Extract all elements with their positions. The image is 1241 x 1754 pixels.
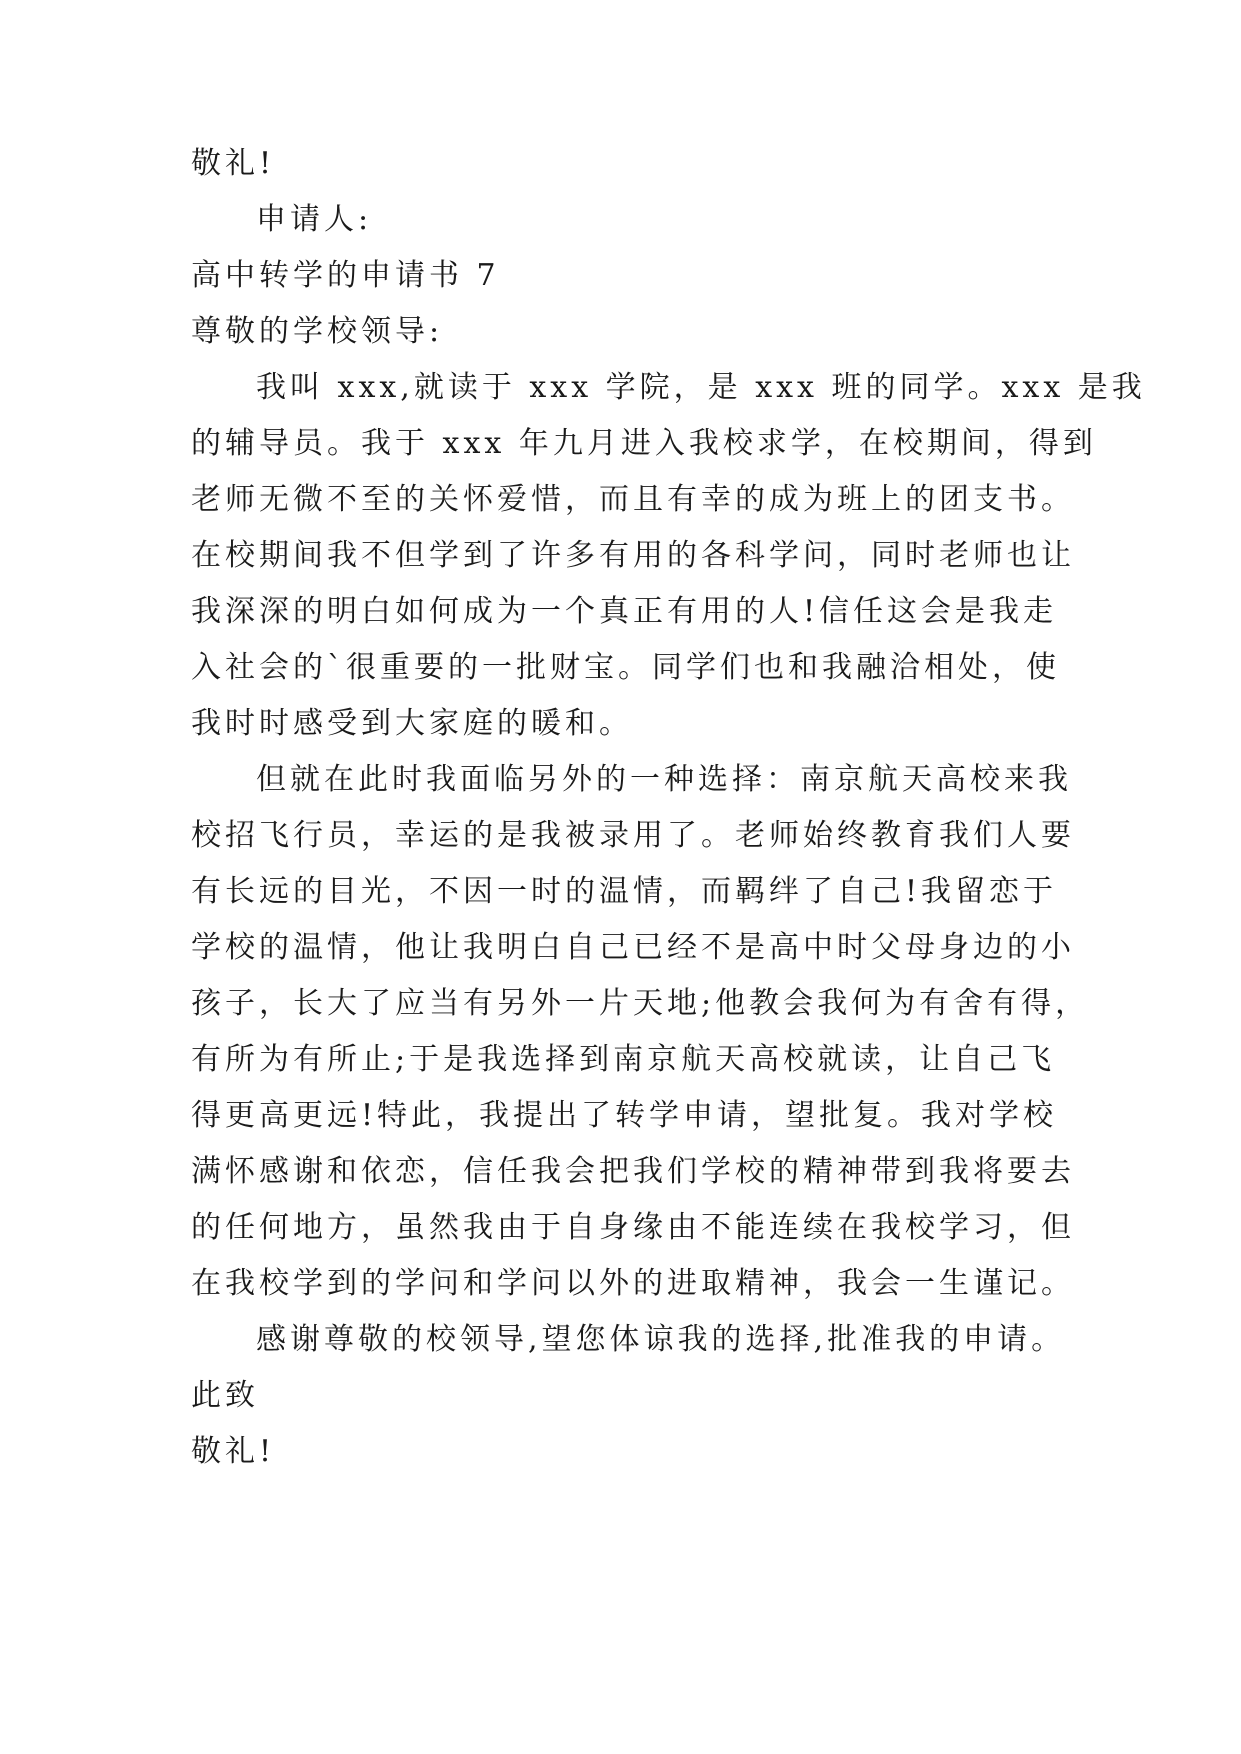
para2-line: 学校的温情，他让我明白自己已经不是高中时父母身边的小 (191, 930, 1075, 965)
salutation: 尊敬的学校领导: (191, 314, 444, 349)
para2-line: 有长远的目光，不因一时的温情，而羁绊了自己!我留恋于 (191, 874, 1058, 909)
prev-closing: 敬礼! (191, 146, 276, 181)
para2-line: 的任何地方，虽然我由于自身缘由不能连续在我校学习，但 (191, 1210, 1075, 1245)
para1-line: 我深深的明白如何成为一个真正有用的人!信任这会是我走 (191, 594, 1058, 629)
para1-line: 老师无微不至的关怀爱惜，而且有幸的成为班上的团支书。 (191, 482, 1075, 517)
para1-line: 我叫 xxx,就读于 xxx 学院，是 xxx 班的同学。xxx 是我 (256, 370, 1146, 405)
para2-line: 得更高更远!特此，我提出了转学申请，望批复。我对学校 (191, 1098, 1058, 1133)
para2-line: 在我校学到的学问和学问以外的进取精神，我会一生谨记。 (191, 1266, 1075, 1301)
para1-line: 在校期间我不但学到了许多有用的各科学问，同时老师也让 (191, 538, 1075, 573)
para2-line: 校招飞行员，幸运的是我被录用了。老师始终教育我们人要 (191, 818, 1075, 853)
para1-line: 的辅导员。我于 xxx 年九月进入我校求学，在校期间，得到 (191, 426, 1097, 461)
letter-title: 高中转学的申请书 7 (191, 258, 500, 293)
prev-signature: 申请人: (256, 202, 373, 237)
para1-line: 入社会的`很重要的一批财宝。同学们也和我融洽相处，使 (191, 650, 1060, 685)
closing-line-1: 此致 (191, 1378, 259, 1413)
para3-line: 感谢尊敬的校领导,望您体谅我的选择,批准我的申请。 (256, 1322, 1066, 1357)
para2-line: 满怀感谢和依恋，信任我会把我们学校的精神带到我将要去 (191, 1154, 1075, 1189)
para2-line: 但就在此时我面临另外的一种选择：南京航天高校来我 (256, 762, 1072, 797)
para2-line: 有所为有所止;于是我选择到南京航天高校就读，让自己飞 (191, 1042, 1056, 1077)
para1-line: 我时时感受到大家庭的暖和。 (191, 706, 633, 741)
para2-line: 孩子，长大了应当有另外一片天地;他教会我何为有舍有得， (191, 986, 1090, 1021)
closing-line-2: 敬礼! (191, 1434, 276, 1469)
